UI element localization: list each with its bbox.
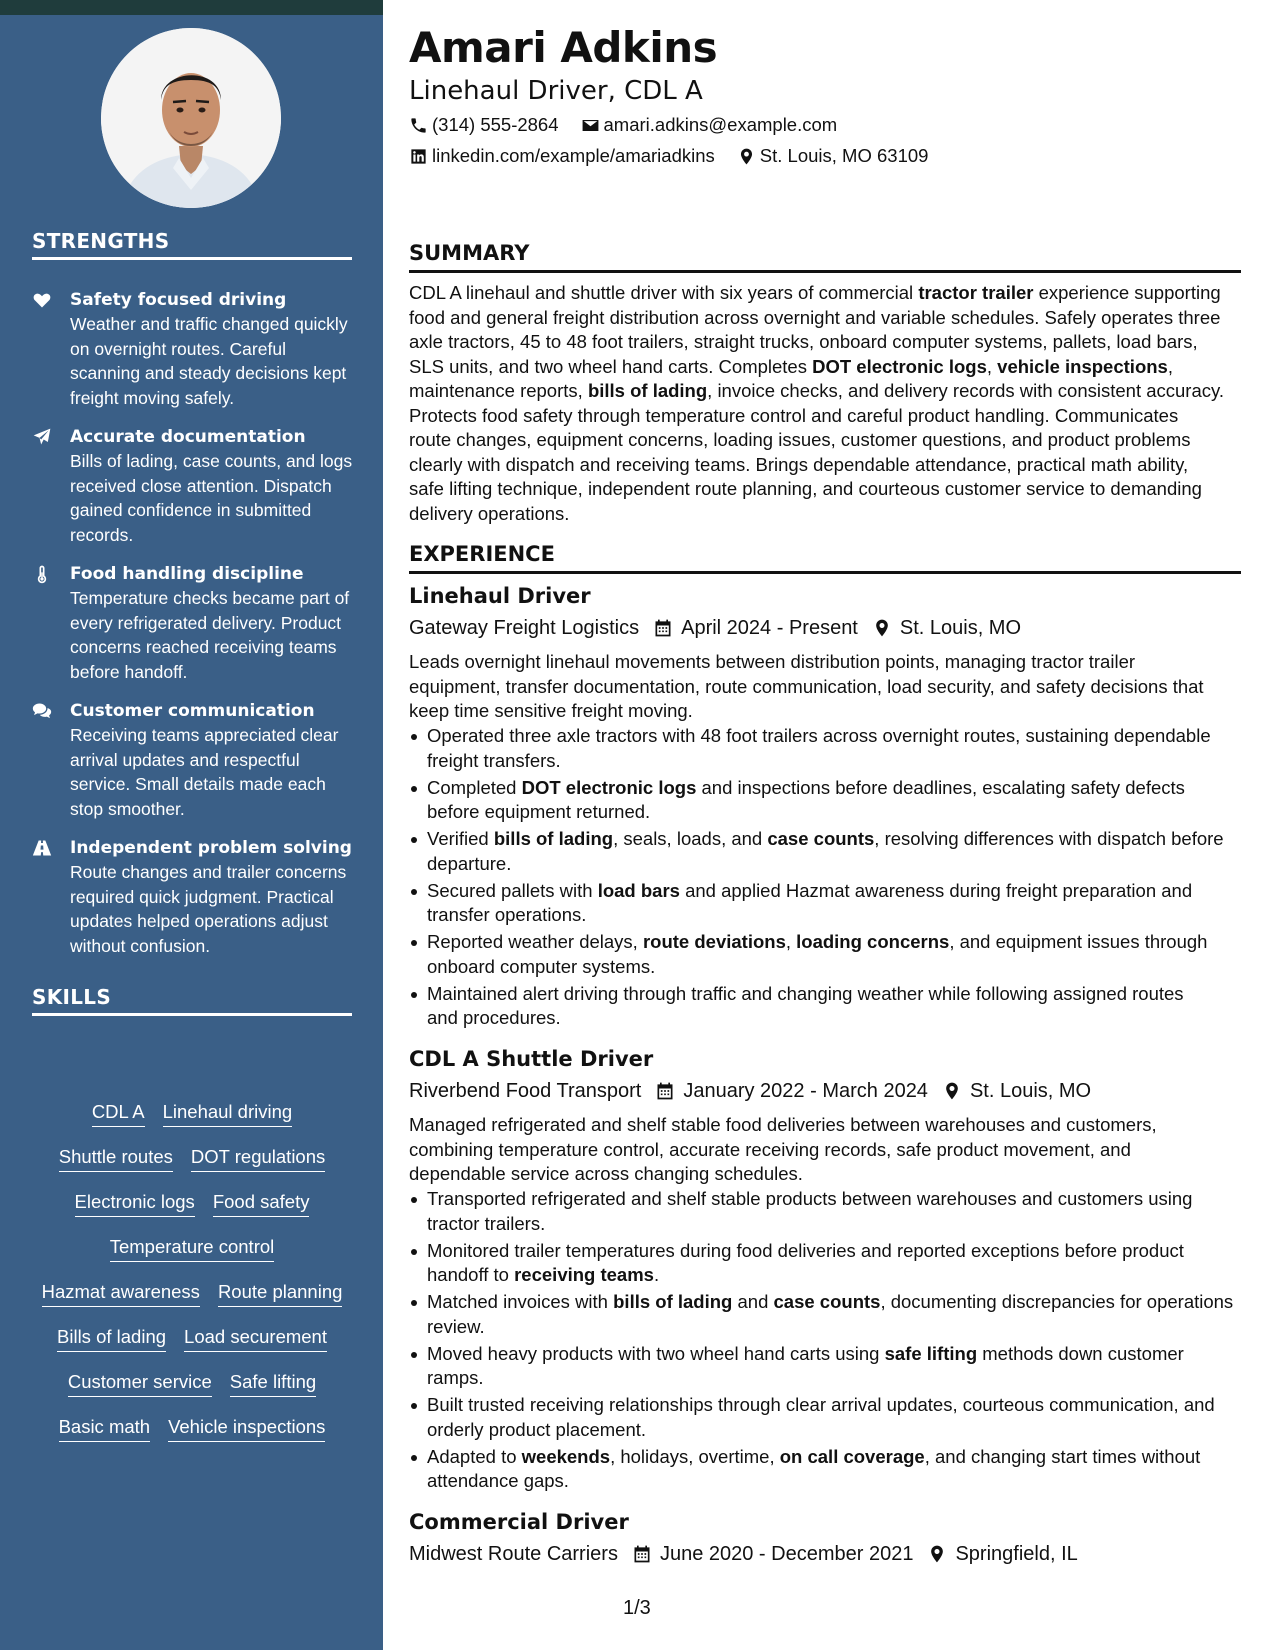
- skill-tag: Basic math: [59, 1414, 151, 1442]
- contact-linkedin: [409, 143, 715, 169]
- contact-location: [737, 143, 929, 169]
- strength-desc: Route changes and trailer concerns required quick judgment. Practical updates helped operations adjust without confusion.: [70, 862, 347, 956]
- skill-tag: Electronic logs: [75, 1189, 195, 1217]
- contact-email: [581, 112, 838, 138]
- text-line: [427, 1212, 1259, 1237]
- calendar-icon: [632, 1544, 652, 1564]
- strength-desc: Temperature checks became part of every refrigerated delivery. Product concerns reached receiving teams before handoff.: [70, 588, 350, 682]
- strength-title: Food handling discipline: [70, 564, 304, 584]
- text-line: [427, 776, 1259, 801]
- linkedin-icon: [409, 147, 428, 166]
- text-run: Completed: [427, 776, 522, 798]
- text-run: experience supporting: [1033, 282, 1221, 303]
- linkedin-text: linkedin.com/example/amariadkins: [432, 145, 715, 166]
- strength-desc: Bills of lading, case counts, and logs received close attention. Dispatch gained confidence in submitted records.: [70, 451, 353, 545]
- text-line: [409, 330, 1241, 355]
- text-run: dependable service across changing schedules.: [409, 1163, 803, 1184]
- text-run: food and general freight distribution across overnight and variable schedules. Safely operates three: [409, 306, 1221, 328]
- text-run: ramps.: [427, 1367, 484, 1388]
- text-run: tractor trailers.: [427, 1212, 546, 1234]
- text-run: onboard computer systems.: [427, 955, 656, 977]
- text-line: [427, 1469, 1259, 1494]
- job-company: Midwest Route Carriers: [409, 1543, 618, 1565]
- road-icon: [32, 836, 70, 958]
- text-run: ,: [986, 355, 998, 377]
- skills-row: [32, 1279, 352, 1324]
- text-run: , resolving differences with dispatch before: [874, 828, 1224, 849]
- candidate-name: Amari Adkins: [409, 23, 718, 72]
- strength-title: Accurate documentation: [70, 427, 306, 447]
- text-line: [409, 675, 1241, 700]
- map-pin-icon: [872, 618, 892, 638]
- job-dates: April 2024 - Present: [681, 617, 858, 639]
- job-dates: January 2022 - March 2024: [683, 1080, 928, 1102]
- bold-keyword: tractor trailer: [918, 282, 1034, 303]
- text-line: [427, 930, 1259, 955]
- text-line: [409, 306, 1241, 331]
- text-run: Verified: [427, 828, 494, 849]
- map-pin-icon: [942, 1081, 962, 1101]
- text-run: and applied Hazmat awareness during freight preparation and: [679, 879, 1193, 901]
- skills-list: [32, 1099, 352, 1459]
- text-line: [427, 955, 1259, 980]
- bullet-item: [427, 724, 1259, 773]
- strengths-list: [32, 288, 357, 973]
- text-run: Reported weather delays,: [427, 931, 643, 952]
- contact-row: [409, 112, 859, 138]
- job-title: CDL A Shuttle Driver: [409, 1047, 654, 1071]
- skills-row: [32, 1099, 352, 1144]
- text-line: [427, 749, 1259, 774]
- job-dates: June 2020 - December 2021: [659, 1543, 914, 1565]
- text-run: Matched invoices with: [427, 1291, 614, 1312]
- strength-item: [32, 425, 357, 547]
- bold-keyword: bills of lading: [493, 828, 614, 849]
- skills-row: [32, 1414, 352, 1459]
- job-description: [409, 1113, 1241, 1187]
- job-location: St. Louis, MO: [969, 1080, 1092, 1102]
- text-run: review.: [427, 1315, 485, 1337]
- strength-item: [32, 836, 357, 958]
- text-line: [427, 724, 1259, 749]
- text-run: Protects food safety through temperature control and careful product handling. Communicates: [409, 404, 1179, 426]
- strength-title: Customer communication: [70, 701, 315, 721]
- text-run: Managed refrigerated and shelf stable food deliveries between warehouses and customers,: [409, 1114, 1157, 1135]
- text-line: [409, 502, 1241, 527]
- job-location: St. Louis, MO: [899, 617, 1022, 639]
- text-line: [427, 903, 1259, 928]
- text-run: axle tractors, 45 to 48 foot trailers, straight trucks, onboard computer systems, pallets, load bars,: [409, 331, 1198, 352]
- contact-phone: [409, 112, 559, 138]
- calendar-icon: [655, 1081, 675, 1101]
- calendar-icon: [653, 618, 673, 638]
- bullet-item: [427, 1239, 1259, 1288]
- text-run: ,: [1167, 355, 1173, 377]
- bold-keyword: bills of lading: [587, 380, 708, 401]
- text-run: Adapted to: [427, 1445, 522, 1467]
- text-run: delivery operations.: [409, 502, 570, 524]
- text-run: Maintained alert driving through traffic and changing weather while following assigned routes: [427, 982, 1184, 1004]
- text-line: [409, 281, 1241, 306]
- text-run: freight transfers.: [427, 749, 561, 771]
- text-run: Transported refrigerated and shelf stable products between warehouses and customers using: [427, 1188, 1193, 1209]
- bullet-item: [427, 1290, 1259, 1339]
- location-text: St. Louis, MO 63109: [759, 145, 929, 166]
- text-line: [409, 699, 1241, 724]
- bold-keyword: case counts: [767, 828, 875, 849]
- summary-heading: SUMMARY: [409, 241, 1241, 273]
- bold-keyword: loading concerns: [796, 931, 950, 952]
- page-number: 1/3: [623, 1597, 651, 1619]
- job-bullets: [409, 724, 1259, 1033]
- skill-tag: Customer service: [68, 1369, 212, 1397]
- skill-tag: Vehicle inspections: [168, 1414, 325, 1442]
- text-run: and procedures.: [427, 1007, 561, 1028]
- job-headline: Linehaul Driver, CDL A: [409, 76, 703, 106]
- text-run: SLS units, and two wheel hand carts. Completes: [409, 355, 813, 377]
- job-company: Riverbend Food Transport: [409, 1080, 642, 1102]
- job-bullets: [409, 1187, 1259, 1496]
- text-run: transfer operations.: [427, 904, 587, 925]
- skill-tag: CDL A: [92, 1099, 145, 1127]
- profile-photo: [101, 28, 281, 208]
- bullet-item: [427, 1445, 1259, 1494]
- job-meta: [409, 1540, 1078, 1568]
- skills-heading: SKILLS: [32, 985, 352, 1016]
- text-run: Operated three axle tractors with 48 foot trailers across overnight routes, sustaining dependable: [427, 725, 1211, 746]
- skill-tag: Shuttle routes: [59, 1144, 173, 1172]
- text-run: orderly product placement.: [427, 1418, 647, 1440]
- email-text: amari.adkins@example.com: [603, 114, 838, 135]
- text-run: clearly with dispatch and receiving teams. Brings dependable attendance, practical math ability,: [409, 453, 1189, 475]
- top-accent-bar: [0, 0, 383, 15]
- skill-tag: Linehaul driving: [163, 1099, 293, 1127]
- text-run: keep time sensitive freight moving.: [409, 700, 693, 721]
- text-line: [409, 477, 1241, 502]
- text-line: [409, 1162, 1241, 1187]
- text-run: and inspections before deadlines, escalating safety defects: [696, 776, 1185, 798]
- skill-tag: Temperature control: [110, 1234, 275, 1262]
- text-line: [409, 453, 1241, 478]
- text-run: CDL A linehaul and shuttle driver with six years of commercial: [409, 282, 919, 303]
- strength-item: [32, 288, 357, 410]
- skill-tag: Bills of lading: [57, 1324, 166, 1352]
- text-run: Secured pallets with: [427, 879, 598, 901]
- skills-row: [32, 1144, 352, 1189]
- text-line: [427, 879, 1259, 904]
- text-line: [409, 650, 1241, 675]
- bold-keyword: vehicle inspections: [997, 355, 1168, 377]
- text-line: [409, 1113, 1241, 1138]
- text-run: attendance gaps.: [427, 1470, 569, 1491]
- text-run: Leads overnight linehaul movements between distribution points, managing tractor trailer: [409, 651, 1136, 672]
- strength-title: Independent problem solving: [70, 838, 352, 858]
- text-run: Moved heavy products with two wheel hand carts using: [427, 1342, 885, 1364]
- text-run: and: [732, 1291, 774, 1312]
- text-run: Monitored trailer temperatures during food deliveries and reported exceptions before product: [427, 1239, 1184, 1261]
- experience-heading: EXPERIENCE: [409, 542, 1241, 574]
- text-run: , and equipment issues through: [949, 931, 1208, 952]
- text-line: [427, 1315, 1259, 1340]
- contact-row: [409, 143, 950, 169]
- text-line: [427, 800, 1259, 825]
- chat-bubbles-icon: [32, 699, 70, 821]
- job-meta: [409, 614, 1021, 642]
- map-pin-icon: [927, 1544, 947, 1564]
- skill-tag: Route planning: [218, 1279, 342, 1307]
- thermometer-icon: [32, 562, 70, 684]
- job-title: Linehaul Driver: [409, 584, 591, 608]
- text-run: combining temperature control, accurate receiving records, safe product movement, and: [409, 1138, 1131, 1160]
- bullet-item: [427, 982, 1259, 1031]
- text-line: [427, 1187, 1259, 1212]
- bullet-item: [427, 1342, 1259, 1391]
- skills-row: [32, 1234, 352, 1279]
- strength-item: [32, 562, 357, 684]
- paper-plane-icon: [32, 425, 70, 547]
- bold-keyword: on call coverage: [779, 1445, 925, 1467]
- bullet-item: [427, 776, 1259, 825]
- job-description: [409, 650, 1241, 724]
- bold-keyword: bills of lading: [613, 1291, 733, 1312]
- text-run: route changes, equipment concerns, loading issues, customer questions, and product problems: [409, 429, 1191, 450]
- bold-keyword: receiving teams: [514, 1264, 654, 1285]
- skill-tag: Safe lifting: [230, 1369, 316, 1397]
- strength-desc: Weather and traffic changed quickly on overnight routes. Careful scanning and steady decisions kept freight moving safely.: [70, 314, 348, 408]
- text-run: , and changing start times without: [924, 1445, 1201, 1467]
- bold-keyword: weekends: [521, 1445, 611, 1467]
- text-line: [409, 428, 1241, 453]
- text-line: [409, 1138, 1241, 1163]
- bold-keyword: case counts: [773, 1291, 881, 1312]
- text-line: [427, 852, 1259, 877]
- text-run: ,: [785, 931, 797, 952]
- text-line: [427, 1290, 1259, 1315]
- skill-tag: DOT regulations: [191, 1144, 325, 1172]
- text-line: [409, 355, 1241, 380]
- skills-row: [32, 1369, 352, 1414]
- skill-tag: Hazmat awareness: [42, 1279, 200, 1307]
- text-run: methods down customer: [977, 1342, 1184, 1364]
- phone-text: (314) 555-2864: [432, 114, 559, 135]
- job-company: Gateway Freight Logistics: [409, 617, 640, 639]
- text-line: [427, 1445, 1259, 1470]
- strength-desc: Receiving teams appreciated clear arrival updates and respectful service. Small details made each stop smoother.: [70, 725, 339, 819]
- text-run: safe lifting technique, independent route planning, and courteous customer service to demanding: [409, 478, 1202, 499]
- text-run: departure.: [427, 852, 512, 874]
- text-run: before equipment returned.: [427, 801, 651, 822]
- strengths-heading: STRENGTHS: [32, 229, 352, 260]
- text-run: , holidays, overtime,: [610, 1445, 780, 1467]
- phone-icon: [409, 116, 428, 135]
- text-line: [427, 1006, 1259, 1031]
- bullet-item: [427, 827, 1259, 876]
- text-line: [427, 1418, 1259, 1443]
- bold-keyword: load bars: [597, 879, 680, 901]
- sidebar: [0, 15, 383, 1650]
- text-line: [427, 1239, 1259, 1264]
- bold-keyword: DOT electronic logs: [812, 355, 987, 377]
- text-line: [427, 827, 1259, 852]
- text-run: equipment, transfer documentation, route communication, load security, and safety decisions that: [409, 675, 1204, 697]
- bullet-item: [427, 930, 1259, 979]
- text-line: [427, 1366, 1259, 1391]
- strength-item: [32, 699, 357, 821]
- job-location: Springfield, IL: [955, 1543, 1078, 1565]
- bullet-item: [427, 1187, 1259, 1236]
- job-meta: [409, 1077, 1091, 1105]
- bold-keyword: safe lifting: [884, 1342, 978, 1364]
- bullet-item: [427, 1393, 1259, 1442]
- text-run: .: [653, 1264, 660, 1285]
- text-run: , documenting discrepancies for operations: [880, 1291, 1234, 1312]
- skill-tag: Food safety: [213, 1189, 310, 1217]
- text-line: [427, 1263, 1259, 1288]
- text-run: Built trusted receiving relationships through clear arrival updates, courteous communication, and: [427, 1394, 1215, 1415]
- skills-row: [32, 1324, 352, 1369]
- text-run: , seals, loads, and: [613, 828, 768, 849]
- text-line: [427, 1393, 1259, 1418]
- envelope-icon: [581, 116, 600, 135]
- summary-text: [409, 281, 1241, 526]
- map-pin-icon: [737, 147, 756, 166]
- bold-keyword: route deviations: [642, 931, 786, 952]
- text-line: [427, 1342, 1259, 1367]
- skill-tag: Load securement: [184, 1324, 327, 1352]
- strength-title: Safety focused driving: [70, 290, 287, 310]
- bullet-item: [427, 879, 1259, 928]
- skills-row: [32, 1189, 352, 1234]
- bold-keyword: DOT electronic logs: [521, 776, 697, 798]
- job-title: Commercial Driver: [409, 1510, 629, 1534]
- text-line: [427, 982, 1259, 1007]
- text-run: , invoice checks, and delivery records with consistent accuracy.: [707, 380, 1225, 401]
- text-run: handoff to: [427, 1264, 515, 1285]
- text-line: [409, 404, 1241, 429]
- text-run: maintenance reports,: [409, 380, 588, 401]
- text-line: [409, 379, 1241, 404]
- heart-icon: [32, 288, 70, 410]
